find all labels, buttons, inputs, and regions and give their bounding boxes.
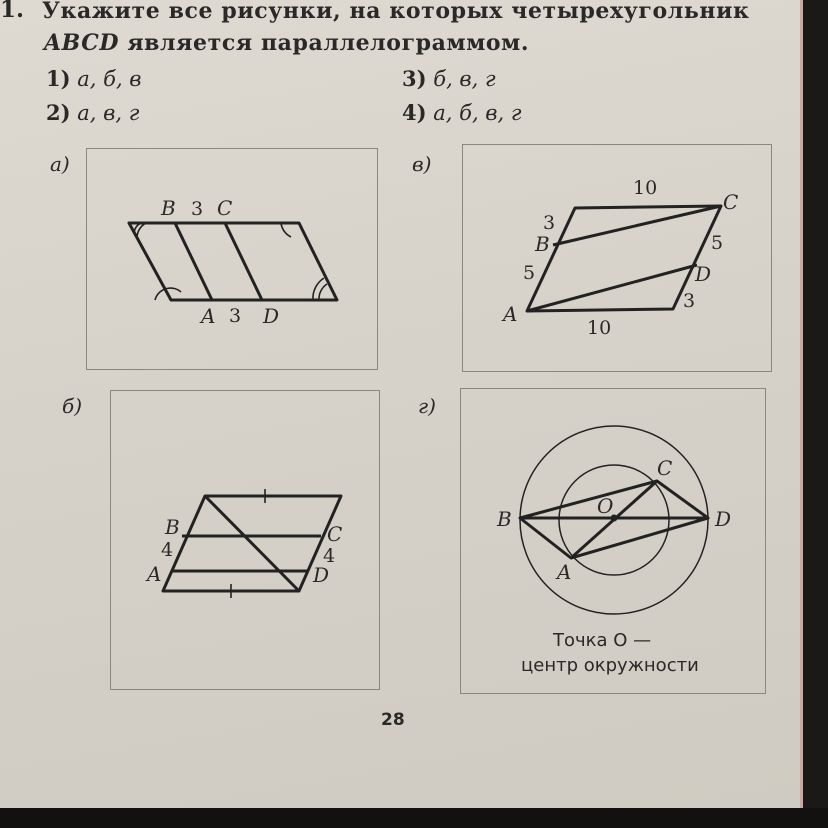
segment-c-d [225, 223, 262, 300]
vertex-b-label: B [497, 507, 512, 531]
answer-option-3[interactable] [402, 66, 496, 91]
lower-left-segment-length: 5 [523, 262, 536, 284]
vertex-c-label: C [657, 456, 673, 480]
figure-g-label: г) [418, 394, 436, 418]
option-number: 1) [46, 66, 71, 91]
question-text-line2 [44, 30, 529, 56]
vertex-a-label: A [201, 304, 216, 328]
page-number: 28 [381, 710, 405, 730]
vertex-c-label: C [327, 522, 343, 546]
vertex-b-label: B [535, 232, 550, 256]
diagonal [205, 496, 299, 591]
option-text: б, в, г [433, 67, 496, 91]
option-number: 3) [402, 66, 427, 91]
answer-option-1[interactable] [46, 66, 142, 91]
figure-b [110, 390, 380, 690]
answer-option-2[interactable] [46, 100, 139, 125]
figure-v-drawing [463, 145, 773, 373]
figure-g [460, 388, 766, 694]
vertex-d-label: D [313, 563, 330, 587]
question-text-rest: является параллелограммом. [119, 30, 530, 56]
segment-ad [527, 265, 697, 311]
vertex-c-label: C [217, 196, 233, 220]
top-side-length: 10 [633, 177, 658, 199]
vertex-d-label: D [695, 262, 712, 286]
option-number: 2) [46, 100, 71, 125]
center-o-label: O [597, 494, 614, 518]
figure-a-drawing [87, 149, 379, 371]
vertex-b-label: B [165, 515, 180, 539]
segment-bc-length: 3 [191, 198, 204, 220]
figure-v-label: в) [412, 152, 432, 176]
vertex-d-label: D [715, 507, 732, 531]
vertex-a-label: A [147, 562, 162, 586]
vertex-b-label: B [161, 196, 176, 220]
bottom-side-length: 10 [587, 317, 612, 339]
tick-marks [231, 489, 265, 598]
vertex-a-label: A [557, 560, 572, 584]
note-line2: центр окружности [521, 655, 699, 676]
dark-bottom-edge [0, 808, 828, 828]
upper-right-segment-length: 5 [711, 232, 724, 254]
question-text-line1: Укажите все рисунки, на которых четырехугольник [42, 0, 750, 24]
note-line1: Точка O — [553, 630, 652, 651]
option-number: 4) [402, 100, 427, 125]
figure-b-label: б) [62, 394, 83, 418]
right-segment-length: 4 [323, 545, 336, 567]
option-text: а, в, г [77, 101, 140, 125]
answer-option-4[interactable] [402, 100, 521, 125]
vertex-c-label: C [723, 190, 739, 214]
parallelogram-abcd [129, 223, 337, 300]
vertex-a-label: A [503, 302, 518, 326]
option-text: а, б, в [77, 67, 142, 91]
figure-v [462, 144, 772, 372]
figure-a [86, 148, 378, 370]
upper-left-segment-length: 3 [543, 212, 556, 234]
task-number: 1. [0, 0, 25, 23]
left-segment-length: 4 [161, 539, 174, 561]
lower-right-segment-length: 3 [683, 290, 696, 312]
figure-g-drawing [461, 389, 767, 695]
question-quadrilateral-name: ABCD [44, 30, 120, 56]
segment-bc [553, 206, 721, 245]
figure-a-label: а) [50, 152, 70, 176]
vertex-d-label: D [263, 304, 280, 328]
segment-ad-length: 3 [229, 305, 242, 327]
segment-b-a [175, 223, 212, 300]
figure-b-drawing [111, 391, 381, 691]
option-text: а, б, в, г [433, 101, 522, 125]
